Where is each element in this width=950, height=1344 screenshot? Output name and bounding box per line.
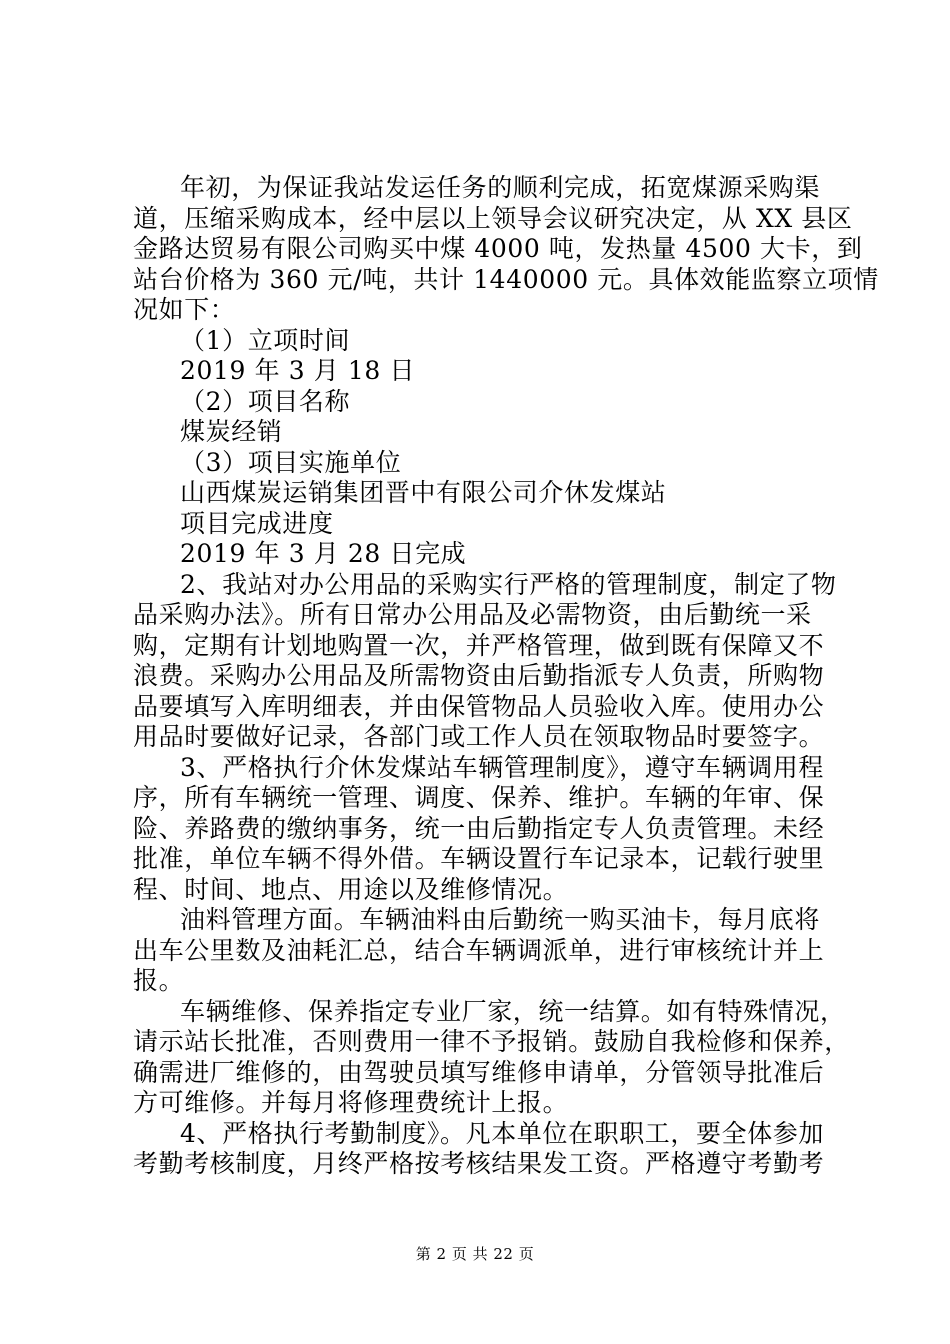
text-line: 站台价格为 360 元/吨，共计 1440000 元。具体效能监察立项情 xyxy=(133,264,879,294)
text-line: 山西煤炭运销集团晋中有限公司介休发煤站 xyxy=(180,478,667,507)
text-line: 购，定期有计划地购置一次，并严格管理，做到既有保障又不 xyxy=(133,630,825,660)
text-line: 品采购办法》。所有日常办公用品及必需物资，由后勤统一采 xyxy=(133,600,812,629)
text-line: （3）项目实施单位 xyxy=(180,447,402,477)
text-line: 品要填写入库明细表，并由保管物品人员验收入库。使用办公 xyxy=(133,691,825,721)
text-line: 煤炭经销 xyxy=(180,417,283,446)
text-line: 2019 年 3 月 28 日完成 xyxy=(180,539,467,568)
text-line: 程、时间、地点、用途以及维修情况。 xyxy=(133,874,569,904)
text-line: 2019 年 3 月 18 日 xyxy=(180,356,416,385)
text-line: 况如下： xyxy=(133,295,236,324)
text-line: 车辆维修、保养指定专业厂家，统一结算。如有特殊情况， xyxy=(180,996,846,1026)
text-line: 请示站长批准，否则费用一律不予报销。鼓励自我检修和保养， xyxy=(133,1027,850,1056)
text-line: 3、严格执行介休发煤站车辆管理制度》，遵守车辆调用程 xyxy=(180,752,825,782)
text-line: 浪费。采购办公用品及所需物资由后勤指派专人负责，所购物 xyxy=(133,661,825,690)
text-line: 年初，为保证我站发运任务的顺利完成，拓宽煤源采购渠 xyxy=(180,173,821,202)
text-line: 考勤考核制度，月终严格按考核结果发工资。严格遵守考勤考 xyxy=(133,1149,825,1178)
text-line: （1）立项时间 xyxy=(180,325,351,355)
text-line: 用品时要做好记录，各部门或工作人员在领取物品时要签字。 xyxy=(133,722,825,751)
text-line: 金路达贸易有限公司购买中煤 4000 吨，发热量 4500 大卡，到 xyxy=(133,234,863,263)
text-line: 项目完成进度 xyxy=(180,508,334,538)
text-line: 险、养路费的缴纳事务，统一由后勤指定专人负责管理。未经 xyxy=(133,813,825,843)
text-line: 方可维修。并每月将修理费统计上报。 xyxy=(133,1088,569,1117)
text-line: 序，所有车辆统一管理、调度、保养、维护。车辆的年审、保 xyxy=(133,783,825,812)
page-footer: 第 2 页 共 22 页 xyxy=(415,1245,535,1263)
text-line: （2）项目名称 xyxy=(180,386,351,416)
text-line: 批准，单位车辆不得外借。车辆设置行车记录本，记载行驶里 xyxy=(133,844,825,873)
document-body xyxy=(133,173,879,1180)
text-line: 道，压缩采购成本，经中层以上领导会议研究决定，从 XX 县区 xyxy=(133,203,853,233)
text-line: 2、我站对办公用品的采购实行严格的管理制度，制定了物 xyxy=(180,569,837,599)
text-line: 出车公里数及油耗汇总，结合车辆调派单，进行审核统计并上 xyxy=(133,935,825,965)
text-line: 4、严格执行考勤制度》。凡本单位在职职工，要全体参加 xyxy=(180,1118,825,1148)
text-line: 确需进厂维修的，由驾驶员填写维修申请单，分管领导批准后 xyxy=(133,1057,825,1087)
text-line: 油料管理方面。车辆油料由后勤统一购买油卡，每月底将 xyxy=(180,905,821,934)
text-line: 报。 xyxy=(133,966,185,995)
